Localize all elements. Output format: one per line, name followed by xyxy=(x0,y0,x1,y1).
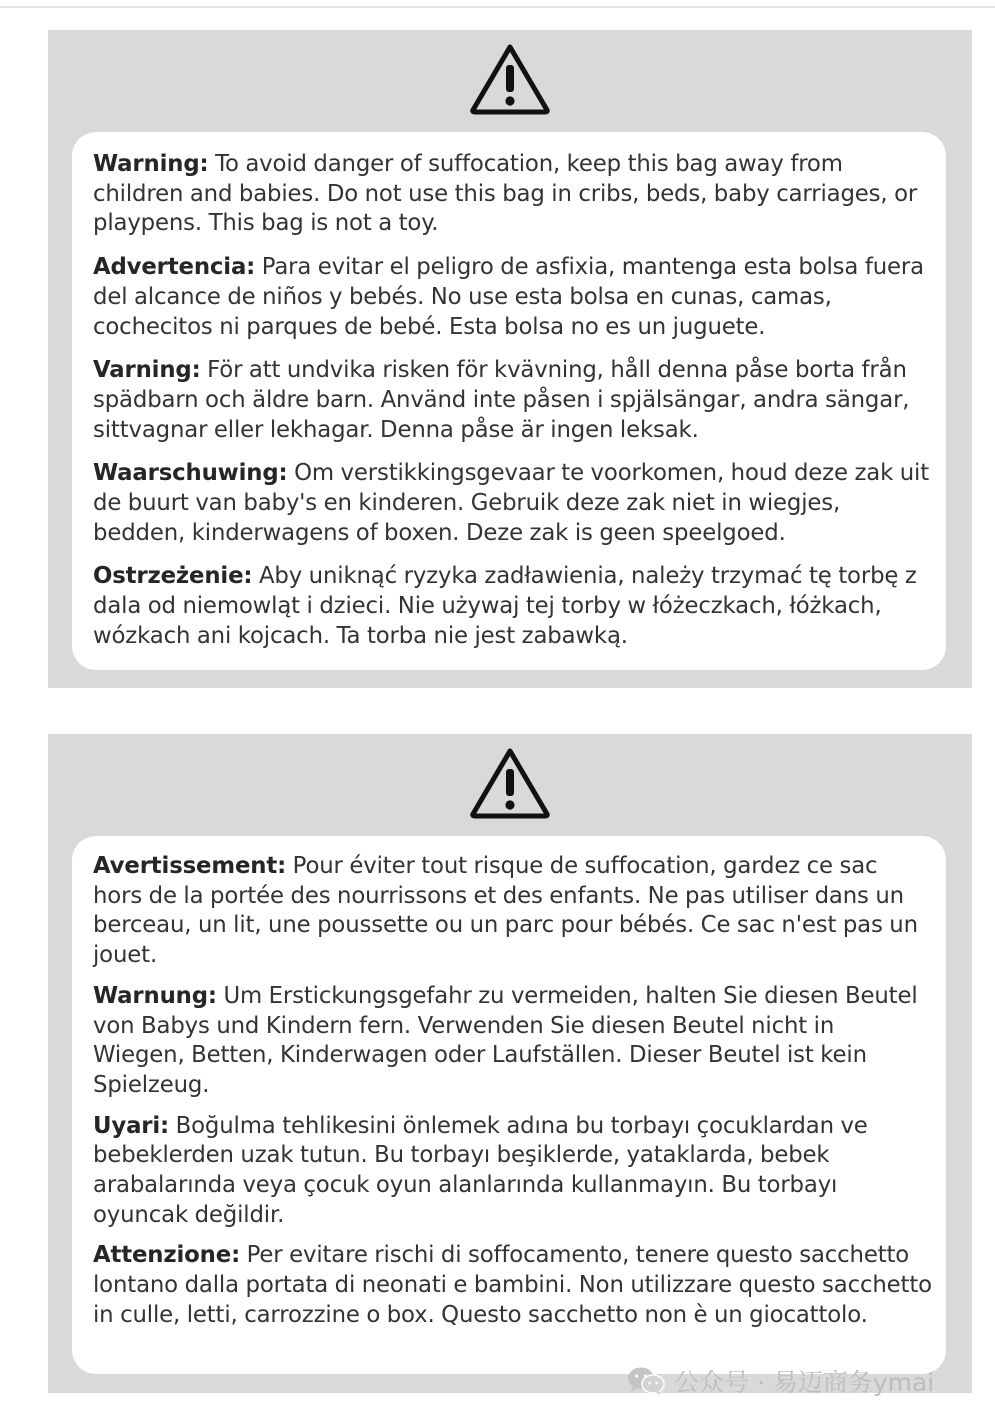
warning-card-1 xyxy=(72,132,946,670)
wechat-icon xyxy=(626,1366,666,1396)
warning-paragraph-en xyxy=(93,150,932,239)
paragraph-text: För att undvika risken för kvävning, håll denna påse borta från spädbarn och äldre barn. Använd inte påsen i spjälsängar, andra sängar, sittvagnar eller lekhagar. Denna påse är ingen leksak. xyxy=(93,357,910,443)
warning-paragraph-sv xyxy=(93,356,932,445)
paragraph-text: Per evitare rischi di soffocamento, tenere questo sacchetto lontano dalla portata di neonati e bambini. Non utilizzare questo sacchetto in culle, letti, carrozzine o box. Questo sacchetto non è un giocattolo. xyxy=(93,1242,932,1328)
warning-paragraph-it xyxy=(93,1241,932,1330)
watermark xyxy=(626,1364,934,1398)
paragraph-label: Avertissement: xyxy=(93,853,287,879)
paragraph-text: Pour éviter tout risque de suffocation, gardez ce sac hors de la portée des nourrissons et des enfants. Ne pas utiliser dans un berceau, un lit, une poussette ou un parc pour bébés. Ce sac n'est pas un jouet. xyxy=(93,853,918,969)
paragraph-text: Boğulma tehlikesini önlemek adına bu torbayı çocuklardan ve bebeklerden uzak tutun. Bu torbayı beşiklerde, yataklarda, bebek arabalarında veya çocuk oyun alanlarında kullanmayın. Bu torbayı oyuncak değildir. xyxy=(93,1112,868,1228)
paragraph-label: Ostrzeżenie: xyxy=(93,563,253,590)
warning-paragraph-nl xyxy=(93,459,932,548)
warning-paragraph-fr xyxy=(93,852,932,971)
warning-card-2 xyxy=(72,836,946,1374)
watermark-text: 公众号 · 易迈商务ymai xyxy=(674,1368,935,1397)
warning-panel-2 xyxy=(48,734,972,1393)
warning-paragraph-de xyxy=(93,982,932,1101)
warning-triangle-icon xyxy=(468,42,552,116)
paragraph-label: Uyari: xyxy=(93,1112,170,1139)
paragraph-label: Warnung: xyxy=(93,982,217,1009)
warning-paragraph-es xyxy=(93,253,932,342)
paragraph-text: To avoid danger of suffocation, keep this bag away from children and babies. Do not use this bag in cribs, beds, baby carriages, or playpens. This bag is not a toy. xyxy=(93,151,918,237)
paragraph-text: Aby uniknąć ryzyka zadławienia, należy trzymać tę torbę z dala od niemowląt i dzieci. Nie używaj tej torby w łóżeczkach, łóżkach, wózkach ani kojcach. Ta torba nie jest zabawką. xyxy=(93,563,917,649)
top-divider xyxy=(0,6,995,8)
paragraph-text: Para evitar el peligro de asfixia, mantenga esta bolsa fuera del alcance de niños y bebés. No use esta bolsa en cunas, camas, cochecitos ni parques de bebé. Esta bolsa no es un juguete. xyxy=(93,254,924,340)
warning-triangle-icon xyxy=(468,746,552,820)
paragraph-label: Warning: xyxy=(93,151,209,177)
paragraph-label: Waarschuwing: xyxy=(93,460,288,487)
paragraph-label: Advertencia: xyxy=(93,254,256,281)
warning-paragraph-tr xyxy=(93,1112,932,1231)
warning-panel-1 xyxy=(48,30,972,688)
paragraph-label: Varning: xyxy=(93,357,201,384)
paragraph-label: Attenzione: xyxy=(93,1242,241,1269)
warning-paragraph-pl xyxy=(93,562,932,651)
paragraph-text: Um Erstickungsgefahr zu vermeiden, halten Sie diesen Beutel von Babys und Kindern fern. Verwenden Sie diesen Beutel nicht in Wiegen, Betten, Kinderwagen oder Laufställen. Dieser Beutel ist kein Spielzeug. xyxy=(93,982,918,1098)
paragraph-text: Om verstikkingsgevaar te voorkomen, houd deze zak uit de buurt van baby's en kinderen. Gebruik deze zak niet in wiegjes, bedden, kinderwagens of boxen. Deze zak is geen speelgoed. xyxy=(93,460,930,546)
